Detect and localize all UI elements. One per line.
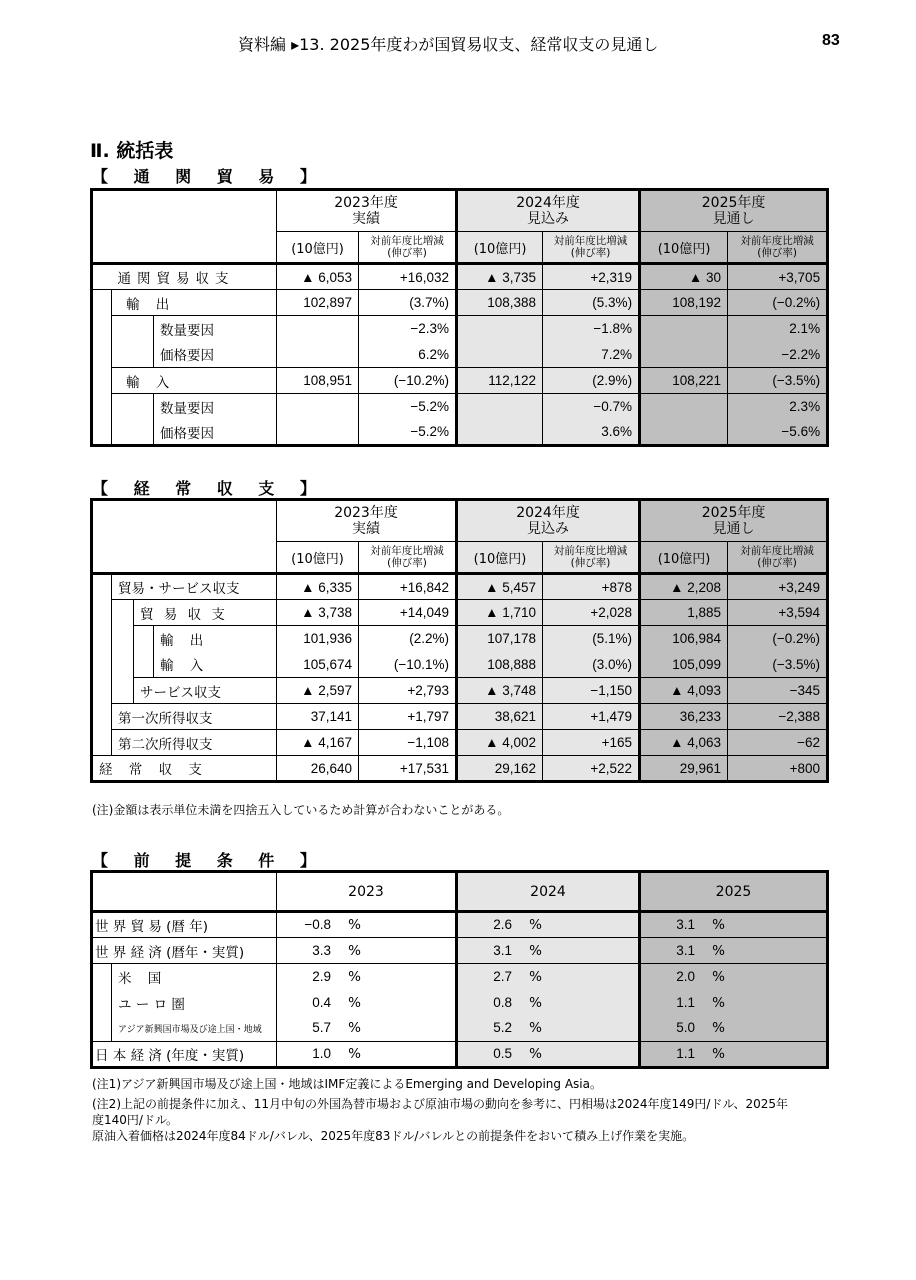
unit-label: (10億円): [457, 542, 543, 574]
table-row: [92, 704, 828, 730]
cell-value: [640, 420, 728, 446]
assumptions-table-title: 【 前 提 条 件 】: [92, 851, 326, 870]
table-row: [92, 342, 828, 368]
cell-value: 3.6%: [543, 420, 640, 446]
table-row: [92, 964, 828, 990]
cell-value: 36,233: [640, 704, 728, 730]
cell-value: +165: [543, 730, 640, 756]
table-row: [92, 574, 828, 600]
cell-value: 0.4 %: [277, 990, 457, 1016]
current-note: (注)金額は表示単位未満を四捨五入しているため計算が合わないことがある。: [92, 803, 510, 817]
cell-value: 1.1 %: [640, 990, 828, 1016]
cell-value: [457, 316, 543, 342]
cell-value: ▲ 3,735: [457, 264, 543, 290]
table-row: [92, 912, 828, 938]
cell-value: ▲ 6,053: [277, 264, 359, 290]
cell-value: 0.5 %: [457, 1042, 640, 1068]
table-row: [92, 678, 828, 704]
trade-table: [90, 188, 829, 447]
cell-value: ▲ 4,167: [277, 730, 359, 756]
row-label: 輸 出: [154, 626, 277, 652]
cell-value: 3.3 %: [277, 938, 457, 964]
cell-value: 2.3%: [728, 394, 828, 420]
cell-value: (2.2%): [359, 626, 457, 652]
cell-value: [457, 394, 543, 420]
cell-value: 5.2 %: [457, 1016, 640, 1042]
unit-label: (10億円): [457, 232, 543, 264]
cell-value: 2.7 %: [457, 964, 640, 990]
trade-year-2024: 2024年度 見込み: [457, 190, 640, 232]
cell-value: 106,984: [640, 626, 728, 652]
row-label: 米 国: [112, 964, 277, 990]
cell-value: +2,793: [359, 678, 457, 704]
cell-value: 0.8 %: [457, 990, 640, 1016]
cell-value: +16,032: [359, 264, 457, 290]
row-label: 価格要因: [154, 342, 277, 368]
cell-value: −62: [728, 730, 828, 756]
row-label: 第二次所得収支: [112, 730, 277, 756]
assumption-year: 2024: [457, 872, 640, 912]
table-row: [92, 316, 828, 342]
cell-value: (5.1%): [543, 626, 640, 652]
cell-value: 108,951: [277, 368, 359, 394]
table-row: [92, 368, 828, 394]
current-year-2024: 2024年度 見込み: [457, 500, 640, 542]
cell-value: 7.2%: [543, 342, 640, 368]
cell-value: ▲ 30: [640, 264, 728, 290]
ratio-label: 対前年度比増減 (伸び率): [359, 542, 457, 574]
cell-value: ▲ 2,597: [277, 678, 359, 704]
table-row: [92, 394, 828, 420]
unit-label: (10億円): [277, 232, 359, 264]
cell-value: 112,122: [457, 368, 543, 394]
row-label: 数量要因: [154, 316, 277, 342]
row-label: 価格要因: [154, 420, 277, 446]
ratio-label: 対前年度比増減 (伸び率): [728, 542, 828, 574]
cell-value: (−10.2%): [359, 368, 457, 394]
assumptions-notes: [92, 1076, 792, 1144]
cell-value: ▲ 2,208: [640, 574, 728, 600]
ratio-label: 対前年度比増減 (伸び率): [359, 232, 457, 264]
cell-value: +3,249: [728, 574, 828, 600]
cell-value: 102,897: [277, 290, 359, 316]
cell-value: 107,178: [457, 626, 543, 652]
cell-value: 2.1%: [728, 316, 828, 342]
cell-value: −1,150: [543, 678, 640, 704]
cell-value: −5.2%: [359, 394, 457, 420]
cell-value: −2,388: [728, 704, 828, 730]
cell-value: ▲ 5,457: [457, 574, 543, 600]
row-label: 世 界 貿 易 (暦 年): [92, 912, 277, 938]
table-row: [92, 652, 828, 678]
table-row: [92, 600, 828, 626]
table-row: [92, 1016, 828, 1042]
row-label: 通関貿易収支: [112, 264, 277, 290]
cell-value: ▲ 4,063: [640, 730, 728, 756]
cell-value: [640, 316, 728, 342]
assumptions-header-corner: [92, 872, 277, 912]
cell-value: 29,961: [640, 756, 728, 782]
current-year-2023: 2023年度 実績: [277, 500, 457, 542]
cell-value: 5.0 %: [640, 1016, 828, 1042]
cell-value: 37,141: [277, 704, 359, 730]
cell-value: 1,885: [640, 600, 728, 626]
cell-value: −0.7%: [543, 394, 640, 420]
assumption-note-3: 原油入着価格は2024年度84ドル/バレル、2025年度83ドル/バレルとの前提条件をおいて積み上げ作業を実施。: [92, 1129, 695, 1143]
cell-value: 3.1 %: [640, 938, 828, 964]
cell-value: −2.2%: [728, 342, 828, 368]
cell-value: [457, 342, 543, 368]
cell-value: 2.6 %: [457, 912, 640, 938]
cell-value: 38,621: [457, 704, 543, 730]
cell-value: 108,388: [457, 290, 543, 316]
row-label: 貿易・サービス収支: [112, 574, 277, 600]
cell-value: 2.0 %: [640, 964, 828, 990]
cell-value: −345: [728, 678, 828, 704]
unit-label: (10億円): [640, 542, 728, 574]
ratio-label: 対前年度比増減 (伸び率): [543, 542, 640, 574]
cell-value: 3.1 %: [457, 938, 640, 964]
table-row: [92, 938, 828, 964]
table-row: [92, 264, 828, 290]
cell-value: (3.7%): [359, 290, 457, 316]
cell-value: −1,108: [359, 730, 457, 756]
ratio-label: 対前年度比増減 (伸び率): [728, 232, 828, 264]
cell-value: 1.0 %: [277, 1042, 457, 1068]
row-label: 輸 出: [112, 290, 277, 316]
row-label: 数量要因: [154, 394, 277, 420]
cell-value: (2.9%): [543, 368, 640, 394]
assumption-year: 2023: [277, 872, 457, 912]
cell-value: (−3.5%): [728, 652, 828, 678]
cell-value: 29,162: [457, 756, 543, 782]
cell-value: ▲ 4,093: [640, 678, 728, 704]
trade-table-title: 【 通 関 貿 易 】: [92, 167, 326, 186]
row-label: 経 常 収 支: [92, 756, 277, 782]
cell-value: 5.7 %: [277, 1016, 457, 1042]
row-label: 第一次所得収支: [112, 704, 277, 730]
cell-value: +1,797: [359, 704, 457, 730]
current-year-2025: 2025年度 見通し: [640, 500, 828, 542]
table-row: [92, 756, 828, 782]
assumption-note-1: (注1)アジア新興国市場及び途上国・地域はIMF定義によるEmerging and Developing Asia。: [92, 1077, 602, 1091]
table-row: [92, 420, 828, 446]
page-number: 83: [822, 32, 840, 49]
cell-value: (−0.2%): [728, 626, 828, 652]
current-account-table: [90, 498, 829, 783]
page-header: [0, 30, 916, 56]
cell-value: +14,049: [359, 600, 457, 626]
row-label: 日 本 経 済 (年度・実質): [92, 1042, 277, 1068]
cell-value: ▲ 3,748: [457, 678, 543, 704]
cell-value: 2.9 %: [277, 964, 457, 990]
table-row: [92, 730, 828, 756]
ratio-label: 対前年度比増減 (伸び率): [543, 232, 640, 264]
cell-value: 105,674: [277, 652, 359, 678]
cell-value: 3.1 %: [640, 912, 828, 938]
cell-value: [277, 342, 359, 368]
cell-value: +2,522: [543, 756, 640, 782]
unit-label: (10億円): [640, 232, 728, 264]
cell-value: +878: [543, 574, 640, 600]
cell-value: 101,936: [277, 626, 359, 652]
row-label: アジア新興国市場及び途上国・地域: [112, 1016, 277, 1042]
cell-value: (−0.2%): [728, 290, 828, 316]
cell-value: −2.3%: [359, 316, 457, 342]
row-label: 輸 入: [154, 652, 277, 678]
current-header-corner: [92, 500, 277, 574]
trade-year-2023: 2023年度 実績: [277, 190, 457, 232]
cell-value: +800: [728, 756, 828, 782]
table-row: [92, 1042, 828, 1068]
row-label: サービス収支: [134, 678, 277, 704]
cell-value: 108,888: [457, 652, 543, 678]
current-table-title: 【 経 常 収 支 】: [92, 479, 326, 498]
assumptions-table: [90, 870, 829, 1069]
cell-value: +16,842: [359, 574, 457, 600]
cell-value: +3,594: [728, 600, 828, 626]
cell-value: ▲ 1,710: [457, 600, 543, 626]
cell-value: [457, 420, 543, 446]
cell-value: ▲ 4,002: [457, 730, 543, 756]
cell-value: ▲ 3,738: [277, 600, 359, 626]
cell-value: (3.0%): [543, 652, 640, 678]
table-row: [92, 626, 828, 652]
cell-value: [640, 342, 728, 368]
cell-value: +1,479: [543, 704, 640, 730]
row-label: 輸 入: [112, 368, 277, 394]
section-title: Ⅱ. 統括表: [90, 140, 174, 162]
cell-value: 6.2%: [359, 342, 457, 368]
cell-value: (−10.1%): [359, 652, 457, 678]
cell-value: 1.1 %: [640, 1042, 828, 1068]
cell-value: +2,028: [543, 600, 640, 626]
cell-value: −1.8%: [543, 316, 640, 342]
assumption-year: 2025: [640, 872, 828, 912]
cell-value: 108,221: [640, 368, 728, 394]
cell-value: −5.6%: [728, 420, 828, 446]
cell-value: +17,531: [359, 756, 457, 782]
cell-value: [277, 316, 359, 342]
cell-value: [640, 394, 728, 420]
cell-value: (−3.5%): [728, 368, 828, 394]
cell-value: ▲ 6,335: [277, 574, 359, 600]
table-row: [92, 990, 828, 1016]
cell-value: −0.8 %: [277, 912, 457, 938]
header-title: 資料編 ▸13. 2025年度わが国貿易収支、経常収支の見通し: [238, 35, 659, 54]
cell-value: 26,640: [277, 756, 359, 782]
cell-value: 105,099: [640, 652, 728, 678]
unit-label: (10億円): [277, 542, 359, 574]
cell-value: [277, 394, 359, 420]
row-label: ユ ー ロ 圏: [112, 990, 277, 1016]
cell-value: 108,192: [640, 290, 728, 316]
row-label: 世 界 経 済 (暦年・実質): [92, 938, 277, 964]
trade-header-corner: [92, 190, 277, 264]
table-row: [92, 290, 828, 316]
cell-value: +3,705: [728, 264, 828, 290]
cell-value: +2,319: [543, 264, 640, 290]
row-label: 貿 易 収 支: [134, 600, 277, 626]
cell-value: [277, 420, 359, 446]
cell-value: (5.3%): [543, 290, 640, 316]
cell-value: −5.2%: [359, 420, 457, 446]
trade-year-2025: 2025年度 見通し: [640, 190, 828, 232]
assumption-note-2: (注2)上記の前提条件に加え、11月中旬の外国為替市場および原油市場の動向を参考に、円相場は2024年度149円/ドル、2025年度140円/ドル。: [92, 1097, 789, 1127]
